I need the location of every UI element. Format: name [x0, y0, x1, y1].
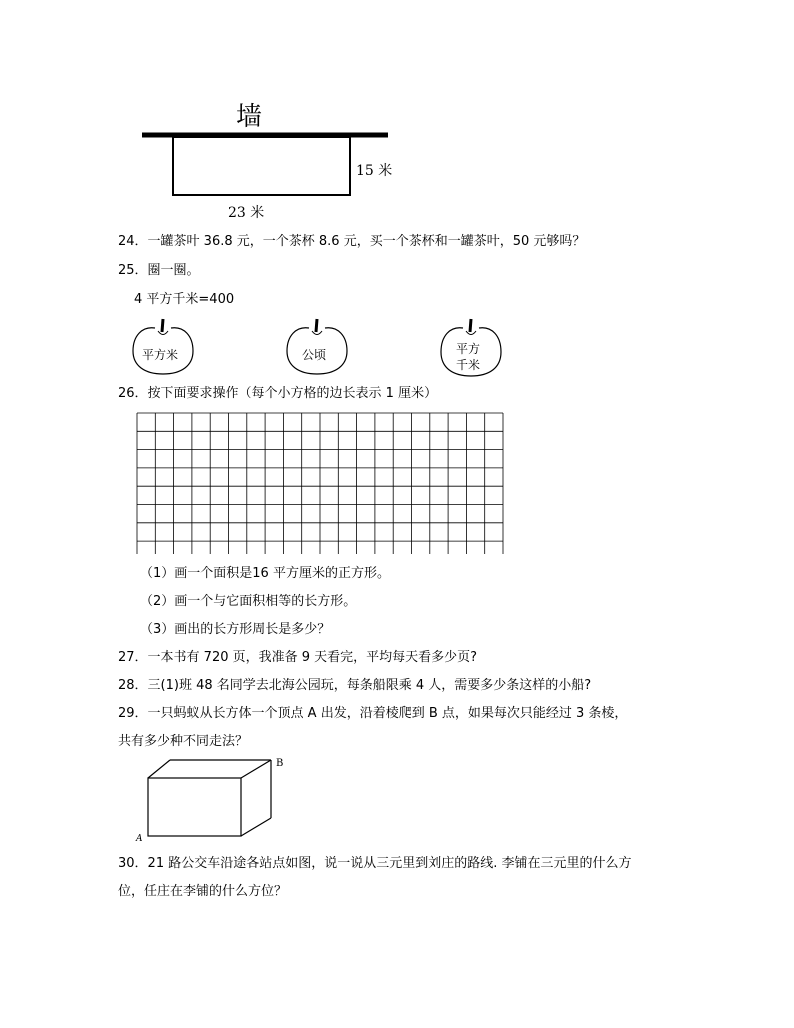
question-text: 一罐茶叶 36.8 元，一个茶杯 8.6 元，买一个茶杯和一罐茶叶，50 元够吗？: [147, 234, 586, 249]
conversion-prompt: 4 平方千米=400: [134, 292, 235, 307]
apple-label: 平方米: [142, 348, 179, 362]
question-26: [118, 386, 437, 402]
question-27: [118, 650, 477, 666]
apple-label: 千米: [456, 358, 481, 372]
question-29-line2: 共有多少种不同走法？: [118, 734, 249, 749]
question-number: 26．: [118, 386, 148, 401]
sub-question-1: （1）画一个面积是16 平方厘米的正方形。: [140, 566, 390, 581]
wall-label: 墙: [236, 102, 263, 132]
apple-label: 平方: [456, 342, 481, 356]
question-24: [118, 234, 585, 250]
question-25: [118, 263, 200, 279]
question-text: 三(1)班 48 名同学去北海公园玩，每条船限乘 4 人，需要多少条这样的小船?: [147, 678, 592, 693]
question-number: 24．: [118, 234, 148, 249]
field-rectangle: [173, 137, 350, 195]
question-number: 28．: [118, 678, 148, 693]
question-number: 29．: [118, 706, 148, 721]
question-30-line2: 位，任庄在李铺的什么方位？: [118, 884, 288, 899]
vertex-label-a: A: [136, 834, 143, 844]
question-29: [118, 706, 627, 722]
vertex-label-b: B: [276, 758, 284, 769]
sub-question-2: （2）画一个与它面积相等的长方形。: [140, 594, 357, 609]
question-30: [118, 856, 632, 872]
sub-question-3: （3）画出的长方形周长是多少？: [140, 622, 331, 637]
question-text-line1: 21 路公交车沿途各站点如图，说一说从三元里到刘庄的路线. 李铺在三元里的什么方: [147, 856, 632, 871]
square-grid[interactable]: [136, 412, 506, 554]
width-label: 23 米: [228, 205, 265, 221]
question-text: 圈一圈。: [147, 263, 200, 278]
apple-label: 公顷: [302, 348, 327, 362]
question-text: 一本书有 720 页，我准备 9 天看完，平均每天看多少页?: [147, 650, 478, 665]
question-text: 按下面要求操作（每个小方格的边长表示 1 厘米）: [147, 386, 438, 401]
question-28: [118, 678, 591, 694]
question-number: 27．: [118, 650, 148, 665]
height-label: 15 米: [356, 163, 393, 179]
cuboid-figure: [136, 756, 286, 846]
question-number: 30．: [118, 856, 148, 871]
question-number: 25．: [118, 263, 148, 278]
question-text-line1: 一只蚂蚁从长方体一个顶点 A 出发，沿着棱爬到 B 点，如果每次只能经过 3 条棱，: [147, 706, 628, 721]
